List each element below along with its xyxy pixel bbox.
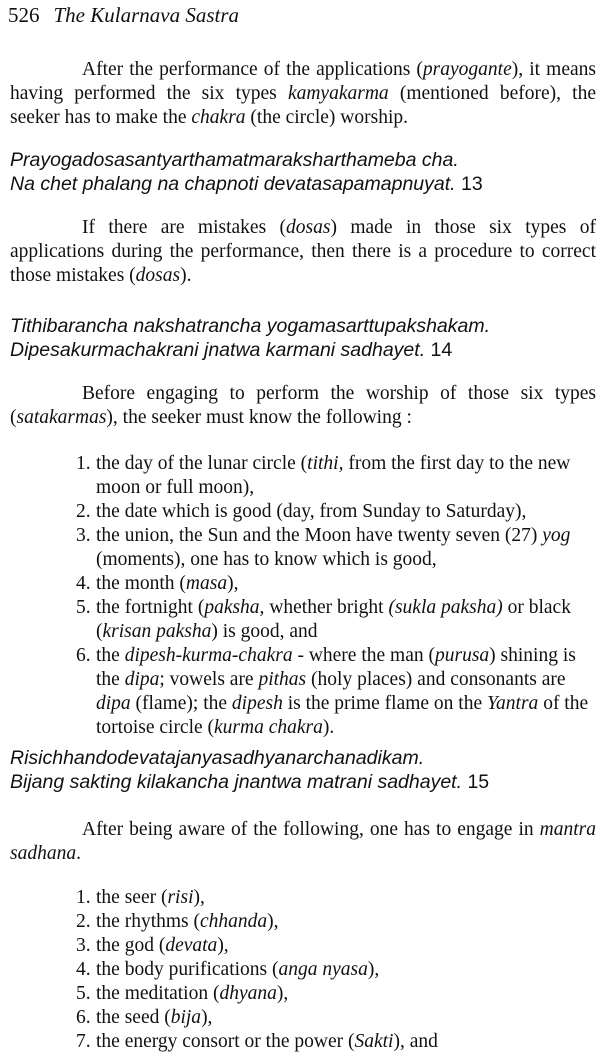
observance-list — [76, 452, 594, 740]
list-item: 1. the day of the lunar circle (tithi, from the first day to the new moon or full moon), — [76, 453, 571, 498]
verse-13-line-1: Prayogadosasantyarthamatmaraksharthameba cha. — [10, 149, 459, 171]
paragraph-1-text: After the performance of the applications (prayogante), it means having performed the six types kamyakarma (mentioned before), the seeker has to make the chakra (the circle) worship. — [10, 59, 596, 128]
paragraph-2 — [10, 216, 596, 288]
list-item: 6. the dipesh-kurma-chakra - where the man (purusa) shining is the dipa; vowels are pithas (holy places) and consonants are dipa (flame); the dipesh is the prime flame on the Yantra of the tortoise circle (kurma chakra). — [76, 645, 589, 738]
paragraph-3 — [10, 382, 596, 430]
verse-14-line-1: Tithibarancha nakshatrancha yogamasarttupakshakam. — [10, 315, 491, 337]
list-item: 5. the fortnight (paksha, whether bright (sukla paksha) or black (krisan paksha) is good, and — [76, 597, 571, 642]
list-item: 2. the rhythms (chhanda), — [76, 911, 279, 932]
running-header — [8, 2, 239, 28]
list-item: 5. the meditation (dhyana), — [76, 983, 289, 1004]
verse-13-number: 13 — [461, 173, 483, 195]
paragraph-1 — [10, 58, 596, 130]
list-item: 1. the seer (risi), — [76, 887, 205, 908]
list-item: 3. the god (devata), — [76, 935, 229, 956]
verse-15-line-1: Risichhandodevatajanyasadhyanarchanadikam. — [10, 747, 425, 769]
verse-14-number: 14 — [430, 339, 453, 361]
book-title: The Kularnava Sastra — [53, 3, 240, 27]
verse-15-number: 15 — [467, 771, 490, 793]
list-item: 2. the date which is good (day, from Sunday to Saturday), — [76, 501, 527, 522]
verse-15 — [10, 746, 596, 794]
verse-14-line-2: Dipesakurmachakrani jnatwa karmani sadhayet. 14 — [10, 339, 453, 361]
verse-13 — [10, 148, 596, 196]
paragraph-2-text: If there are mistakes (dosas) made in those six types of applications during the performance, then there is a procedure to correct those mistakes (dosas). — [10, 217, 597, 286]
verse-14 — [10, 314, 596, 362]
mantra-list — [76, 886, 594, 1054]
list-item: 4. the month (masa), — [76, 573, 239, 594]
paragraph-3-text: Before engaging to perform the worship of those six types (satakarmas), the seeker must know the following : — [10, 383, 596, 428]
list-item: 4. the body purifications (anga nyasa), — [76, 959, 380, 980]
list-item: 7. the energy consort or the power (Sakti), and — [76, 1031, 438, 1052]
page-number: 526 — [8, 3, 40, 27]
list-item: 3. the union, the Sun and the Moon have twenty seven (27) yog (moments), one has to know which is good, — [76, 525, 571, 570]
paragraph-4 — [10, 818, 596, 866]
verse-13-line-2: Na chet phalang na chapnoti devatasapamapnuyat. 13 — [10, 173, 483, 195]
list-item: 6. the seed (bija), — [76, 1007, 213, 1028]
paragraph-4-text: After being aware of the following, one has to engage in mantra sadhana. — [10, 819, 596, 864]
verse-15-line-2: Bijang sakting kilakancha jnantwa matrani sadhayet. 15 — [10, 771, 490, 793]
